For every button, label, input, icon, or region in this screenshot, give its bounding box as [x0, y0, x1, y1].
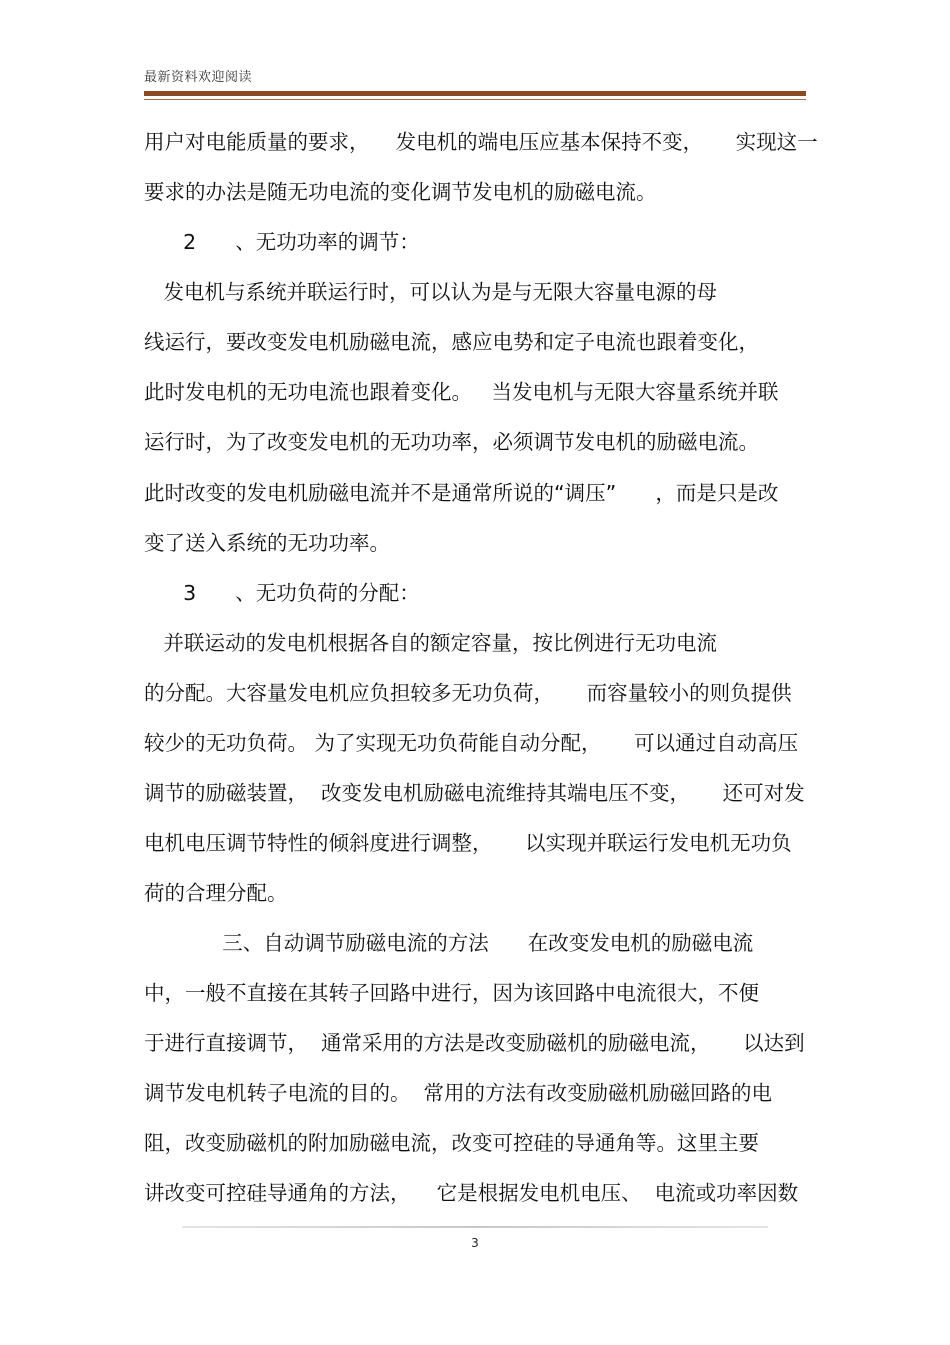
page-number: 3 — [471, 1236, 479, 1250]
body-line: 此时发电机的无功电流也跟着变化。 当发电机与无限大容量系统并联 — [144, 380, 779, 404]
body-line: 变了送入系统的无功功率。 — [144, 531, 390, 555]
section-heading-reactive-load-distribution: 3 、无功负荷的分配： — [144, 581, 420, 605]
body-line: 讲改变可控硅导通角的方法， 它是根据发电机电压、 电流或功率因数 — [144, 1181, 799, 1205]
body-line: 发电机与系统并联运行时，可以认为是与无限大容量电源的母 — [144, 280, 718, 304]
header-divider-thin — [144, 99, 806, 100]
header-divider — [144, 91, 806, 96]
body-line: 运行时，为了改变发电机的无功功率，必须调节发电机的励磁电流。 — [144, 430, 759, 454]
body-line: 此时改变的发电机励磁电流并不是通常所说的“调压” ，而是只是改 — [144, 481, 779, 505]
body-line: 中，一般不直接在其转子回路中进行，因为该回路中电流很大，不便 — [144, 981, 759, 1005]
body-line: 较少的无功负荷。 为了实现无功负荷能自动分配， 可以通过自动高压 — [144, 731, 799, 755]
body-line: 的分配。大容量发电机应负担较多无功负荷， 而容量较小的则负提供 — [144, 681, 792, 705]
body-line: 调节发电机转子电流的目的。 常用的方法有改变励磁机励磁回路的电 — [144, 1081, 773, 1105]
body-line: 线运行，要改变发电机励磁电流，感应电势和定子电流也跟着变化， — [144, 330, 759, 354]
body-line: 并联运动的发电机根据各自的额定容量，按比例进行无功电流 — [144, 631, 718, 655]
body-line: 用户对电能质量的要求， 发电机的端电压应基本保持不变， 实现这一 — [144, 130, 818, 154]
body-line: 荷的合理分配。 — [144, 881, 288, 905]
body-line: 要求的办法是随无功电流的变化调节发电机的励磁电流。 — [144, 180, 657, 204]
footer-divider — [182, 1226, 768, 1228]
header-title: 最新资料欢迎阅读 — [144, 70, 253, 85]
section-heading-reactive-power-regulation: 2 、无功功率的调节： — [144, 230, 420, 254]
body-line: 阻，改变励磁机的附加励磁电流，改变可控硅的导通角等。这里主要 — [144, 1131, 759, 1155]
body-line: 于进行直接调节， 通常采用的方法是改变励磁机的励磁电流， 以达到 — [144, 1031, 805, 1055]
body-line: 电机电压调节特性的倾斜度进行调整， 以实现并联运行发电机无功负 — [144, 831, 792, 855]
section-heading-automatic-excitation-method: 三、自动调节励磁电流的方法 在改变发电机的励磁电流 — [144, 931, 754, 955]
body-line: 调节的励磁装置， 改变发电机励磁电流维持其端电压不变， 还可对发 — [144, 781, 805, 805]
